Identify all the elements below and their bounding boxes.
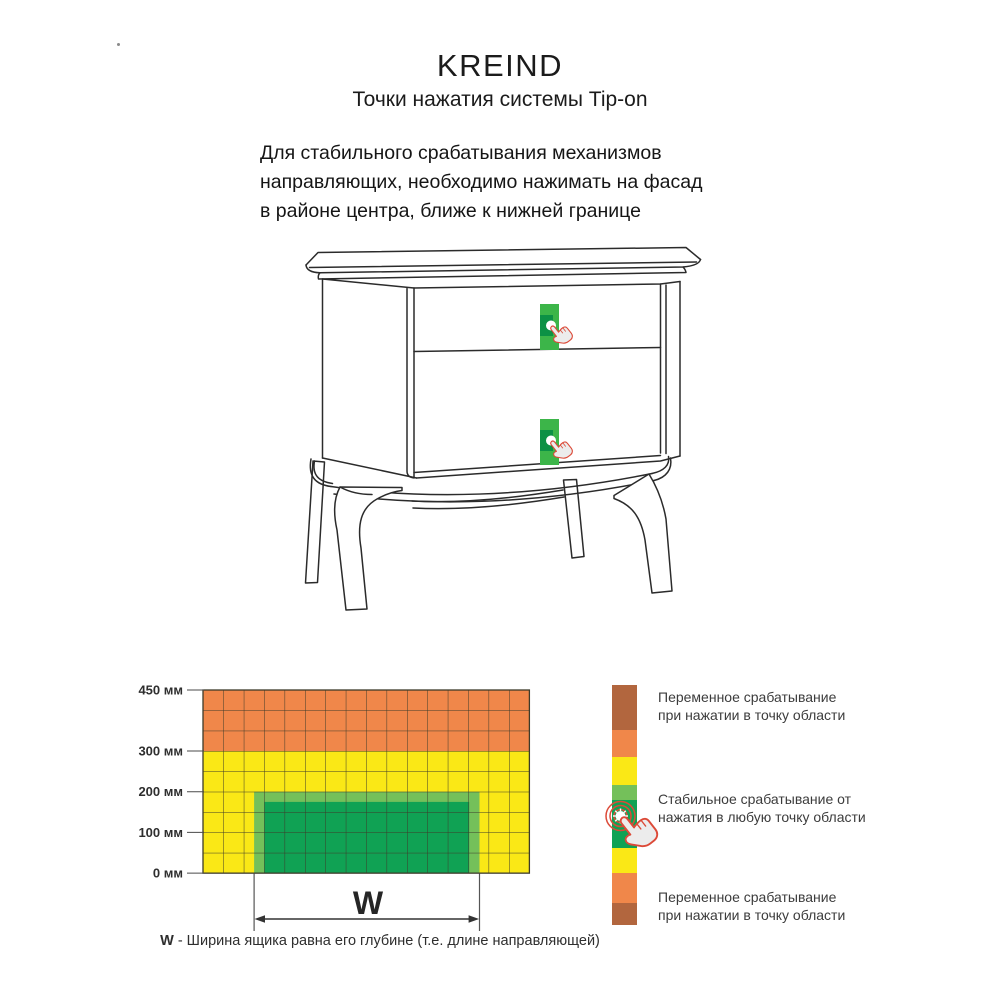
- legend-bar: [612, 685, 637, 925]
- legend-seg-green-light: [612, 785, 637, 800]
- arrowhead-left: [255, 915, 266, 923]
- axis-label-0: 0 мм: [152, 865, 183, 881]
- axis-label-200: 200 мм: [138, 784, 183, 800]
- cabinet-rear-right-leg: [564, 480, 585, 559]
- legend-seg-orange-top: [612, 730, 637, 757]
- legend-item-stable: Стабильное срабатывание от нажатия в любую точку области: [658, 791, 866, 825]
- drawer-1-touch-marker: [540, 304, 574, 350]
- legend-item-variable-top: Переменное срабатывание при нажатии в точку области: [658, 689, 846, 723]
- page-title: KREIND: [436, 48, 564, 83]
- cabinet-front-right-leg: [614, 474, 672, 593]
- intro-line-2: направляющих, необходимо нажимать на фасад: [260, 171, 703, 193]
- width-marker: [254, 874, 479, 932]
- intro-line-1: Для стабильного срабатывания механизмов: [260, 142, 662, 164]
- stray-dot: [117, 43, 120, 46]
- legend-seg-brown-bottom: [612, 903, 637, 925]
- axis-ticks: [187, 690, 204, 873]
- legend-seg-brown-top: [612, 685, 637, 730]
- axis-label-300: 300 мм: [138, 743, 183, 759]
- cabinet-illustration: [280, 240, 720, 635]
- cabinet-body: [323, 279, 681, 478]
- legend-seg-orange-bottom: [612, 873, 637, 903]
- arrowhead-right: [469, 915, 480, 923]
- cabinet-front-left-leg: [335, 487, 402, 610]
- drawer-2-touch-marker: [540, 419, 574, 465]
- intro-paragraph: [260, 139, 780, 226]
- axis-label-100: 100 мм: [138, 824, 183, 840]
- width-label: W: [352, 885, 384, 921]
- intro-line-3: в районе центра, ближе к нижней границе: [260, 200, 641, 222]
- width-footnote: W - Ширина ящика равна его глубине (т.е. длине направляющей): [160, 933, 600, 949]
- legend-seg-yellow-bottom: [612, 848, 637, 873]
- cabinet-back-rail: [412, 490, 564, 509]
- cabinet-top: [306, 248, 701, 280]
- axis-label-450: 450 мм: [138, 682, 183, 698]
- page-subtitle: Точки нажатия системы Tip-on: [352, 88, 648, 111]
- legend-item-variable-bottom: Переменное срабатывание при нажатии в точку области: [658, 889, 846, 923]
- legend-seg-yellow-top: [612, 757, 637, 785]
- grid-lines: [203, 690, 529, 873]
